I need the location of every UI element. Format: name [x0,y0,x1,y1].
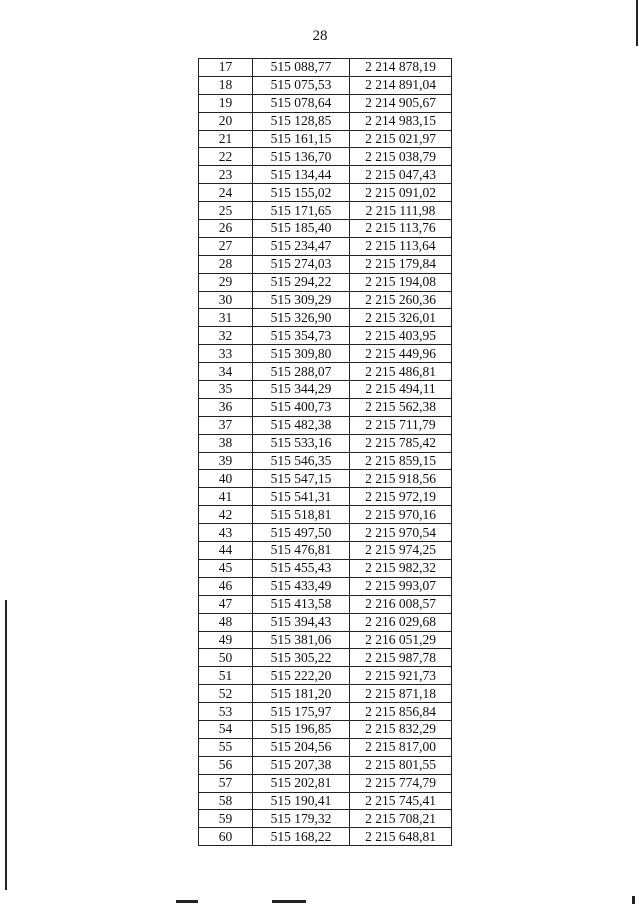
y-coordinate-cell: 2 215 871,18 [350,685,452,703]
point-number-cell: 44 [199,542,253,560]
x-coordinate-cell: 515 155,02 [253,184,350,202]
y-coordinate-cell: 2 214 983,15 [350,112,452,130]
x-coordinate-cell: 515 207,38 [253,756,350,774]
x-coordinate-cell: 515 305,22 [253,649,350,667]
y-coordinate-cell: 2 215 785,42 [350,434,452,452]
point-number-cell: 23 [199,166,253,184]
x-coordinate-cell: 515 497,50 [253,524,350,542]
table-row [199,381,452,399]
point-number-cell: 52 [199,685,253,703]
y-coordinate-cell: 2 215 921,73 [350,667,452,685]
scan-edge-mark-bottom-1 [176,900,198,903]
table-row [199,738,452,756]
y-coordinate-cell: 2 216 051,29 [350,631,452,649]
y-coordinate-cell: 2 216 008,57 [350,595,452,613]
y-coordinate-cell: 2 215 918,56 [350,470,452,488]
point-number-cell: 29 [199,273,253,291]
table-row [199,524,452,542]
x-coordinate-cell: 515 161,15 [253,130,350,148]
x-coordinate-cell: 515 309,80 [253,345,350,363]
x-coordinate-cell: 515 185,40 [253,220,350,238]
table-row [199,76,452,94]
table-row [199,470,452,488]
table-row [199,202,452,220]
coordinates-table-body [199,59,452,846]
x-coordinate-cell: 515 134,44 [253,166,350,184]
table-row [199,363,452,381]
point-number-cell: 25 [199,202,253,220]
point-number-cell: 35 [199,381,253,399]
table-row [199,810,452,828]
y-coordinate-cell: 2 215 113,64 [350,237,452,255]
x-coordinate-cell: 515 204,56 [253,738,350,756]
scan-edge-mark-right [636,0,638,46]
x-coordinate-cell: 515 181,20 [253,685,350,703]
y-coordinate-cell: 2 215 091,02 [350,184,452,202]
y-coordinate-cell: 2 215 970,54 [350,524,452,542]
point-number-cell: 54 [199,720,253,738]
x-coordinate-cell: 515 533,16 [253,434,350,452]
y-coordinate-cell: 2 215 111,98 [350,202,452,220]
point-number-cell: 18 [199,76,253,94]
y-coordinate-cell: 2 215 817,00 [350,738,452,756]
point-number-cell: 36 [199,398,253,416]
y-coordinate-cell: 2 215 856,84 [350,703,452,721]
x-coordinate-cell: 515 413,58 [253,595,350,613]
x-coordinate-cell: 515 171,65 [253,202,350,220]
point-number-cell: 34 [199,363,253,381]
point-number-cell: 59 [199,810,253,828]
table-row [199,94,452,112]
point-number-cell: 26 [199,220,253,238]
x-coordinate-cell: 515 075,53 [253,76,350,94]
y-coordinate-cell: 2 215 260,36 [350,291,452,309]
point-number-cell: 39 [199,452,253,470]
point-number-cell: 22 [199,148,253,166]
x-coordinate-cell: 515 546,35 [253,452,350,470]
y-coordinate-cell: 2 215 047,43 [350,166,452,184]
coordinates-table [198,58,452,846]
table-row [199,416,452,434]
table-row [199,613,452,631]
point-number-cell: 19 [199,94,253,112]
table-row [199,398,452,416]
x-coordinate-cell: 515 234,47 [253,237,350,255]
x-coordinate-cell: 515 541,31 [253,488,350,506]
point-number-cell: 21 [199,130,253,148]
table-row [199,345,452,363]
point-number-cell: 24 [199,184,253,202]
table-row [199,166,452,184]
x-coordinate-cell: 515 476,81 [253,542,350,560]
point-number-cell: 45 [199,559,253,577]
y-coordinate-cell: 2 215 648,81 [350,828,452,846]
y-coordinate-cell: 2 214 878,19 [350,59,452,77]
x-coordinate-cell: 515 179,32 [253,810,350,828]
point-number-cell: 41 [199,488,253,506]
y-coordinate-cell: 2 214 891,04 [350,76,452,94]
point-number-cell: 28 [199,255,253,273]
y-coordinate-cell: 2 215 974,25 [350,542,452,560]
table-row [199,756,452,774]
y-coordinate-cell: 2 215 987,78 [350,649,452,667]
y-coordinate-cell: 2 215 486,81 [350,363,452,381]
y-coordinate-cell: 2 215 993,07 [350,577,452,595]
point-number-cell: 37 [199,416,253,434]
table-row [199,649,452,667]
y-coordinate-cell: 2 215 801,55 [350,756,452,774]
point-number-cell: 48 [199,613,253,631]
x-coordinate-cell: 515 455,43 [253,559,350,577]
y-coordinate-cell: 2 215 113,76 [350,220,452,238]
table-row [199,774,452,792]
table-row [199,595,452,613]
x-coordinate-cell: 515 518,81 [253,506,350,524]
y-coordinate-cell: 2 215 403,95 [350,327,452,345]
y-coordinate-cell: 2 215 859,15 [350,452,452,470]
x-coordinate-cell: 515 344,29 [253,381,350,399]
table-row [199,237,452,255]
table-row [199,542,452,560]
point-number-cell: 49 [199,631,253,649]
table-row [199,685,452,703]
x-coordinate-cell: 515 202,81 [253,774,350,792]
y-coordinate-cell: 2 215 562,38 [350,398,452,416]
point-number-cell: 57 [199,774,253,792]
point-number-cell: 46 [199,577,253,595]
point-number-cell: 30 [199,291,253,309]
x-coordinate-cell: 515 196,85 [253,720,350,738]
point-number-cell: 17 [199,59,253,77]
y-coordinate-cell: 2 215 972,19 [350,488,452,506]
point-number-cell: 56 [199,756,253,774]
x-coordinate-cell: 515 175,97 [253,703,350,721]
scan-edge-mark-bottom-3 [632,896,635,904]
page-number: 28 [312,28,328,44]
y-coordinate-cell: 2 215 194,08 [350,273,452,291]
point-number-cell: 51 [199,667,253,685]
table-row [199,184,452,202]
point-number-cell: 43 [199,524,253,542]
point-number-cell: 55 [199,738,253,756]
x-coordinate-cell: 515 288,07 [253,363,350,381]
x-coordinate-cell: 515 088,77 [253,59,350,77]
point-number-cell: 60 [199,828,253,846]
table-row [199,828,452,846]
y-coordinate-cell: 2 215 711,79 [350,416,452,434]
point-number-cell: 58 [199,792,253,810]
y-coordinate-cell: 2 215 326,01 [350,309,452,327]
y-coordinate-cell: 2 215 745,41 [350,792,452,810]
x-coordinate-cell: 515 168,22 [253,828,350,846]
x-coordinate-cell: 515 190,41 [253,792,350,810]
table-row [199,255,452,273]
table-row [199,220,452,238]
point-number-cell: 31 [199,309,253,327]
table-row [199,291,452,309]
table-row [199,703,452,721]
scan-edge-mark-bottom-2 [272,900,306,903]
scan-edge-mark-left [5,600,7,890]
point-number-cell: 47 [199,595,253,613]
x-coordinate-cell: 515 274,03 [253,255,350,273]
point-number-cell: 33 [199,345,253,363]
y-coordinate-cell: 2 215 708,21 [350,810,452,828]
x-coordinate-cell: 515 482,38 [253,416,350,434]
point-number-cell: 53 [199,703,253,721]
table-row [199,148,452,166]
table-row [199,112,452,130]
table-row [199,667,452,685]
x-coordinate-cell: 515 078,64 [253,94,350,112]
y-coordinate-cell: 2 215 021,97 [350,130,452,148]
point-number-cell: 27 [199,237,253,255]
table-row [199,631,452,649]
table-row [199,792,452,810]
table-row [199,506,452,524]
table-row [199,130,452,148]
x-coordinate-cell: 515 354,73 [253,327,350,345]
x-coordinate-cell: 515 433,49 [253,577,350,595]
point-number-cell: 50 [199,649,253,667]
y-coordinate-cell: 2 214 905,67 [350,94,452,112]
table-row [199,720,452,738]
x-coordinate-cell: 515 381,06 [253,631,350,649]
table-row [199,488,452,506]
y-coordinate-cell: 2 215 494,11 [350,381,452,399]
point-number-cell: 32 [199,327,253,345]
y-coordinate-cell: 2 215 449,96 [350,345,452,363]
table-row [199,327,452,345]
x-coordinate-cell: 515 309,29 [253,291,350,309]
y-coordinate-cell: 2 215 982,32 [350,559,452,577]
x-coordinate-cell: 515 136,70 [253,148,350,166]
y-coordinate-cell: 2 215 970,16 [350,506,452,524]
table-row [199,59,452,77]
y-coordinate-cell: 2 215 832,29 [350,720,452,738]
table-row [199,559,452,577]
x-coordinate-cell: 515 294,22 [253,273,350,291]
table-row [199,434,452,452]
table-row [199,273,452,291]
table-row [199,452,452,470]
y-coordinate-cell: 2 215 774,79 [350,774,452,792]
point-number-cell: 40 [199,470,253,488]
x-coordinate-cell: 515 547,15 [253,470,350,488]
y-coordinate-cell: 2 216 029,68 [350,613,452,631]
point-number-cell: 20 [199,112,253,130]
x-coordinate-cell: 515 222,20 [253,667,350,685]
table-row [199,577,452,595]
y-coordinate-cell: 2 215 179,84 [350,255,452,273]
x-coordinate-cell: 515 400,73 [253,398,350,416]
point-number-cell: 38 [199,434,253,452]
x-coordinate-cell: 515 326,90 [253,309,350,327]
x-coordinate-cell: 515 394,43 [253,613,350,631]
table-row [199,309,452,327]
y-coordinate-cell: 2 215 038,79 [350,148,452,166]
point-number-cell: 42 [199,506,253,524]
x-coordinate-cell: 515 128,85 [253,112,350,130]
